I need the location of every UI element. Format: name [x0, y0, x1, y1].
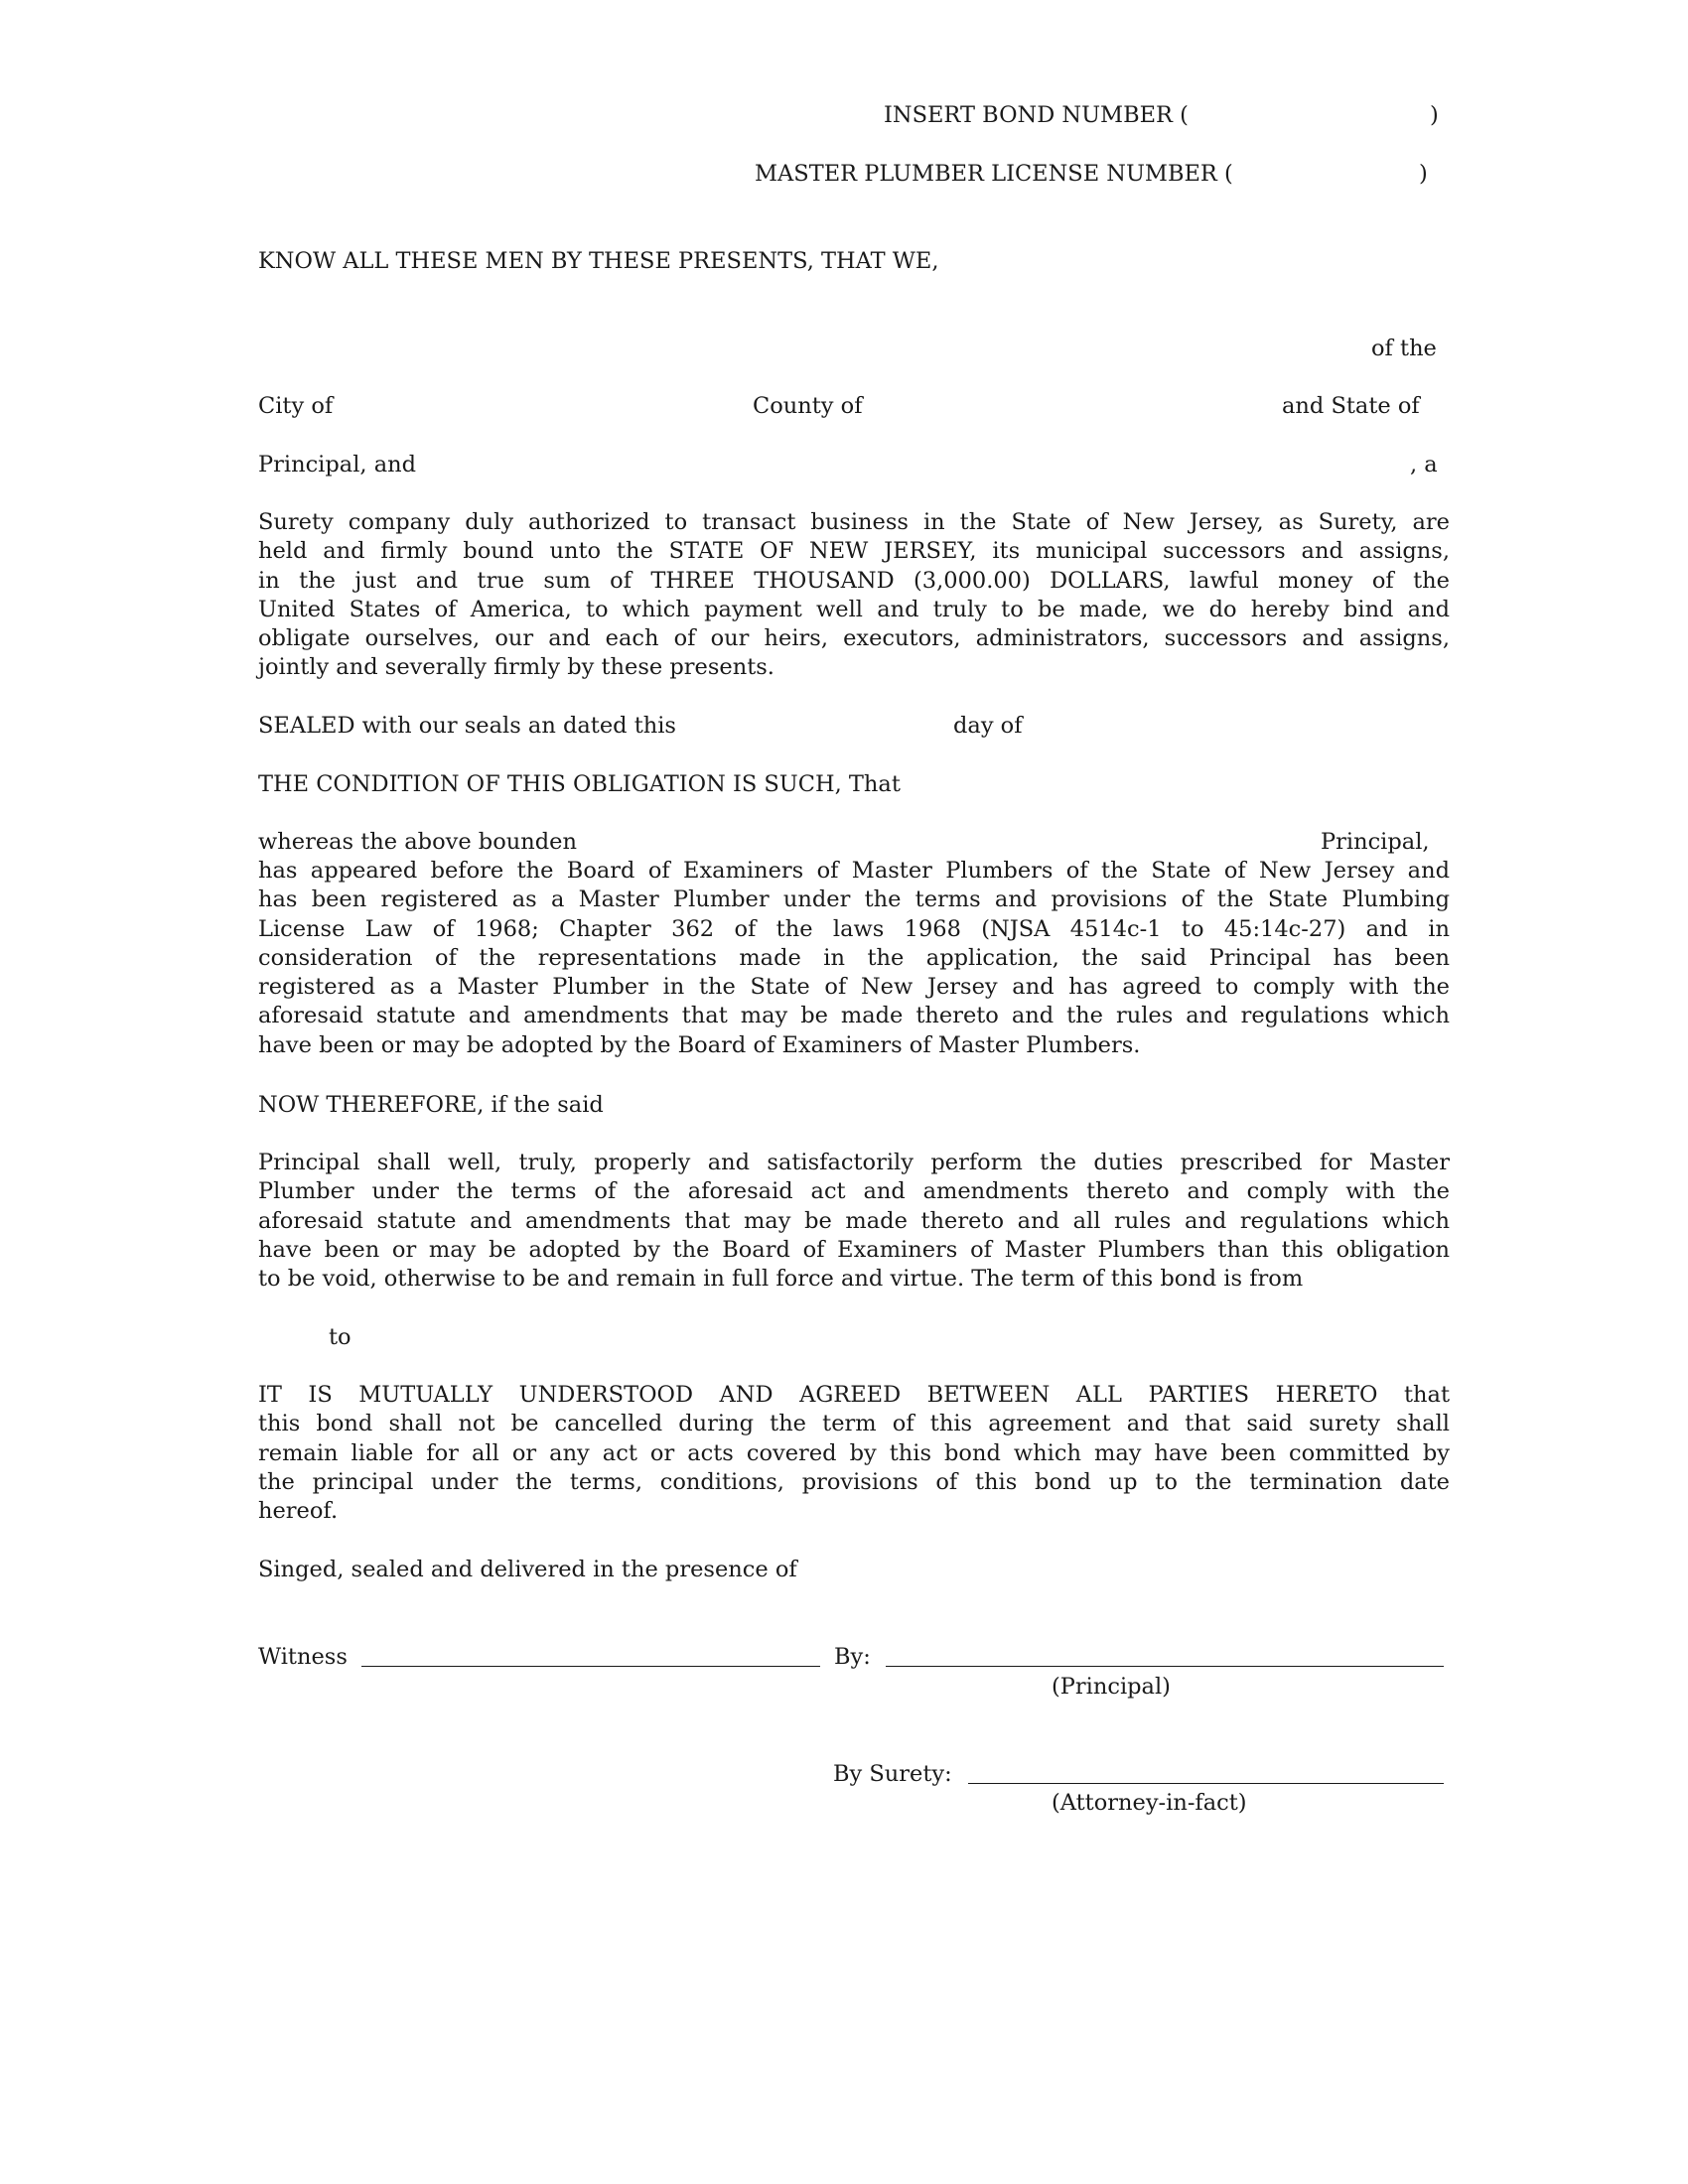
surety-paragraph: [258, 508, 1450, 683]
paragraph-line: the principal under the terms, conditions, provisions of this bond up to the termination date: [258, 1468, 1450, 1495]
witness-label: Witness: [258, 1644, 348, 1670]
paragraph-line: have been or may be adopted by the Board of Examiners of Master Plumbers than this obligation: [258, 1236, 1450, 1263]
by-surety-label: By Surety:: [833, 1761, 952, 1787]
license-number-label: MASTER PLUMBER LICENSE NUMBER (: [755, 161, 1233, 187]
mutual-paragraph: [258, 1381, 1450, 1526]
paragraph-line: to be void, otherwise to be and remain in full force and virtue. The term of this bond is from: [258, 1266, 1304, 1293]
paragraph-line: Plumber under the terms of the aforesaid act and amendments thereto and comply with the: [258, 1178, 1450, 1205]
signed-text: Singed, sealed and delivered in the presence of: [258, 1557, 797, 1582]
sealed-text: SEALED with our seals an dated this: [258, 713, 676, 739]
paragraph-line: has appeared before the Board of Examiners of Master Plumbers of the State of New Jersey and: [258, 858, 1450, 884]
principal-caption: (Principal): [1052, 1674, 1171, 1700]
to-text: to: [329, 1324, 352, 1350]
license-number-close: ): [1419, 161, 1428, 187]
by-label: By:: [834, 1644, 871, 1670]
comma-a-text: , a: [1410, 452, 1438, 478]
condition-heading: THE CONDITION OF THIS OBLIGATION IS SUCH, That: [258, 771, 901, 797]
bond-number-close: ): [1430, 102, 1439, 128]
paragraph-line: in the just and true sum of THREE THOUSAND (3,000.00) DOLLARS, lawful money of the: [258, 567, 1450, 594]
paragraph-line: aforesaid statute and amendments that may be made thereto and the rules and regulations which: [258, 1003, 1450, 1029]
paragraph-line: held and firmly bound unto the STATE OF NEW JERSEY, its municipal successors and assigns,: [258, 538, 1450, 565]
day-of-label: day of: [953, 713, 1023, 739]
bond-number-label: INSERT BOND NUMBER (: [884, 102, 1189, 128]
now-therefore-text: NOW THEREFORE, if the said: [258, 1092, 604, 1118]
city-of-label: City of: [258, 393, 334, 419]
paragraph-line: aforesaid statute and amendments that may be made thereto and all rules and regulations which: [258, 1207, 1450, 1234]
paragraph-line: has been registered as a Master Plumber under the terms and provisions of the State Plumbing: [258, 887, 1450, 913]
paragraph-line: registered as a Master Plumber in the State of New Jersey and has agreed to comply with the: [258, 974, 1450, 1001]
county-of-label: County of: [753, 393, 863, 419]
paragraph-line: Principal shall well, truly, properly and satisfactorily perform the duties prescribed for Master: [258, 1150, 1450, 1175]
paragraph-line: obligate ourselves, our and each of our heirs, executors, administrators, successors and assigns,: [258, 625, 1450, 652]
whereas-paragraph: [258, 857, 1450, 1060]
whereas-text: whereas the above bounden: [258, 829, 577, 855]
paragraph-line: consideration of the representations made in the application, the said Principal has been: [258, 944, 1450, 971]
know-all-heading: KNOW ALL THESE MEN BY THESE PRESENTS, THAT WE,: [258, 248, 939, 274]
paragraph-line: this bond shall not be cancelled during the term of this agreement and that said surety shall: [258, 1411, 1450, 1437]
state-of-label: and State of: [1282, 393, 1420, 419]
surety-signature-line[interactable]: [968, 1783, 1444, 1784]
witness-signature-line[interactable]: [361, 1666, 820, 1667]
of-the-text: of the: [1371, 336, 1437, 361]
paragraph-line: License Law of 1968; Chapter 362 of the laws 1968 (NJSA 4514c-1 to 45:14c-27) and in: [258, 915, 1450, 942]
paragraph-line: Surety company duly authorized to transact business in the State of New Jersey, as Surety, are: [258, 509, 1450, 535]
principal-paragraph: [258, 1149, 1450, 1294]
attorney-caption: (Attorney-in-fact): [1052, 1790, 1247, 1816]
paragraph-line: have been or may be adopted by the Board of Examiners of Master Plumbers.: [258, 1031, 1141, 1058]
whereas-principal: Principal,: [1321, 829, 1430, 855]
paragraph-line: hereof.: [258, 1498, 339, 1525]
paragraph-line: United States of America, to which payment well and truly to be made, we do hereby bind and: [258, 596, 1450, 622]
paragraph-line: remain liable for all or any act or acts covered by this bond which may have been committed by: [258, 1439, 1450, 1466]
principal-and-label: Principal, and: [258, 452, 417, 478]
principal-signature-line[interactable]: [886, 1666, 1444, 1667]
paragraph-line: IT IS MUTUALLY UNDERSTOOD AND AGREED BETWEEN ALL PARTIES HERETO that: [258, 1382, 1450, 1408]
paragraph-line: jointly and severally firmly by these presents.: [258, 654, 774, 681]
